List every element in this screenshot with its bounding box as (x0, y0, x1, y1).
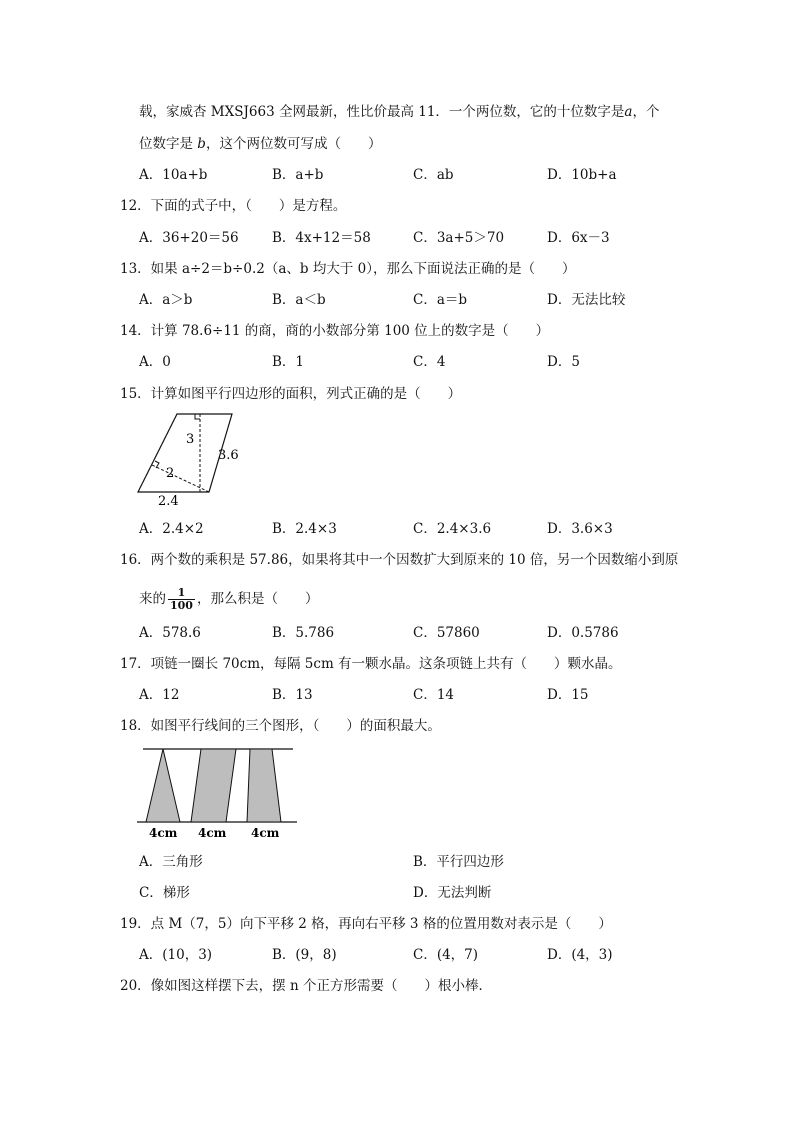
q16-option-b[interactable]: B．5.786 (272, 625, 335, 641)
fraction-1-100: $\frac{1}{100}$ (170, 586, 193, 612)
q11-line1: 载，家威杏 MXSJ663 全网最新，性比价最高 11．一个两位数，它的十位数字是a，个 (139, 104, 660, 120)
label-parallelogram-base: 4cm (198, 826, 227, 840)
q14-stem: 14．计算 78.6÷11 的商，商的小数部分第 100 位上的数字是（ ） (120, 323, 550, 339)
q15-option-a[interactable]: A．2.4×2 (139, 521, 204, 537)
q15-option-b[interactable]: B．2.4×3 (272, 521, 337, 537)
q17-option-b[interactable]: B．13 (272, 687, 313, 703)
right-angle-mark-top (195, 414, 200, 419)
q13-option-a[interactable]: A．a＞b (139, 292, 193, 308)
q14-option-b[interactable]: B．1 (272, 354, 305, 370)
q12-option-b[interactable]: B．4x+12＝58 (272, 230, 371, 246)
q11-option-c[interactable]: C．ab (413, 167, 454, 183)
label-2-4: 2.4 (158, 494, 179, 509)
q14-option-d[interactable]: D．5 (547, 354, 580, 370)
parallel-lines-figure (135, 742, 305, 842)
q12-option-a[interactable]: A．36+20＝56 (139, 230, 239, 246)
q11-option-d[interactable]: D．10b+a (547, 167, 617, 183)
q18-option-d[interactable]: D．无法判断 (413, 885, 492, 901)
q15-option-c[interactable]: C．2.4×3.6 (413, 521, 492, 537)
parallelogram-figure (130, 406, 260, 510)
label-trapezoid-base: 4cm (251, 826, 280, 840)
q17-stem: 17．项链一圈长 70cm，每隔 5cm 有一颗水晶。这条项链上共有（ ）颗水晶。 (120, 656, 622, 672)
q16-line1: 16．两个数的乘积是 57.86，如果将其中一个因数扩大到原来的 10 倍，另一个因数缩小到原 (120, 552, 679, 568)
label-3: 3 (186, 432, 195, 447)
q14-option-c[interactable]: C．4 (413, 354, 446, 370)
q17-option-d[interactable]: D．15 (547, 687, 589, 703)
q16-option-d[interactable]: D．0.5786 (547, 625, 619, 641)
q13-option-c[interactable]: C．a＝b (413, 292, 468, 308)
q11-option-a[interactable]: A．10a+b (139, 167, 208, 183)
triangle-shape (146, 749, 180, 822)
q19-option-a[interactable]: A．(10，3) (139, 947, 213, 963)
q19-stem: 19．点 M（7，5）向下平移 2 格，再向右平移 3 格的位置用数对表示是（ ） (120, 916, 612, 932)
q13-stem: 13．如果 a÷2＝b÷0.2（a、b 均大于 0），那么下面说法正确的是（ ） (120, 261, 576, 277)
q16-option-c[interactable]: C．57860 (413, 625, 480, 641)
label-3-6: 3.6 (218, 448, 239, 463)
q19-option-d[interactable]: D．(4，3) (547, 947, 613, 963)
q17-option-a[interactable]: A．12 (139, 687, 180, 703)
q18-option-b[interactable]: B．平行四边形 (413, 854, 504, 870)
label-2: 2 (166, 466, 175, 481)
q13-option-d[interactable]: D．无法比较 (547, 292, 626, 308)
q12-stem: 12．下面的式子中，（ ）是方程。 (120, 198, 347, 214)
q18-stem: 18．如图平行线间的三个图形，（ ）的面积最大。 (120, 718, 441, 734)
q12-option-d[interactable]: D．6x－3 (547, 230, 610, 246)
q16-option-a[interactable]: A．578.6 (139, 625, 201, 641)
right-angle-mark-side (155, 461, 159, 468)
parallelogram-shape-2 (191, 749, 236, 822)
q13-option-b[interactable]: B．a＜b (272, 292, 326, 308)
q18-option-a[interactable]: A．三角形 (139, 854, 203, 870)
trapezoid-shape (247, 749, 281, 822)
q18-option-c[interactable]: C．梯形 (139, 885, 190, 901)
q14-option-a[interactable]: A．0 (139, 354, 171, 370)
q15-option-d[interactable]: D．3.6×3 (547, 521, 613, 537)
q20-stem: 20．像如图这样摆下去，摆 n 个正方形需要（ ）根小棒． (120, 978, 492, 994)
q16-line2: 来的 $\frac{1}{100}$ ，那么积是（ ） (139, 586, 319, 612)
q19-option-c[interactable]: C．(4，7) (413, 947, 479, 963)
q11-line2: 位数字是 b，这个两位数可写成（ ） (139, 136, 382, 152)
q12-option-c[interactable]: C．3a+5＞70 (413, 230, 505, 246)
q15-stem: 15．计算如图平行四边形的面积，列式正确的是（ ） (120, 386, 462, 402)
q19-option-b[interactable]: B．(9，8) (272, 947, 337, 963)
label-triangle-base: 4cm (149, 826, 178, 840)
q11-option-b[interactable]: B．a+b (272, 167, 324, 183)
q17-option-c[interactable]: C．14 (413, 687, 455, 703)
